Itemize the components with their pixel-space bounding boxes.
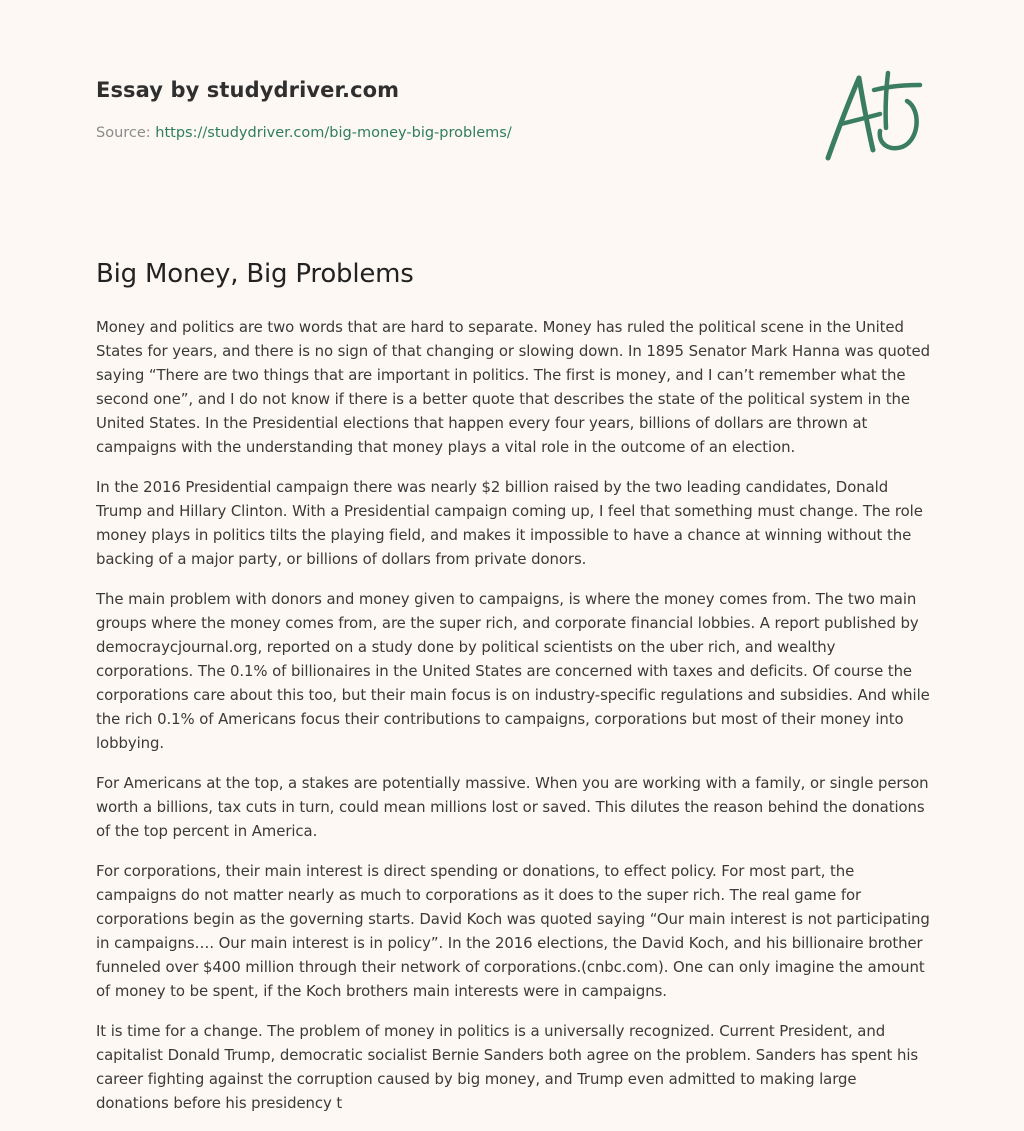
essay-paragraph: For Americans at the top, a stakes are potentially massive. When you are working with a family, or single person worth a billions, tax cuts in turn, could mean millions lost or saved. This dilutes the reason behind the donations of the top percent in America. xyxy=(96,774,929,840)
essay-paragraph: For corporations, their main interest is direct spending or donations, to effect policy. For most part, the campaigns do not matter nearly as much to corporations as it does to the super rich. The real game for corporations begin as the governing starts. David Koch was quoted saying “Our main interest is not participating in campaigns…. Our main interest is in policy”. In the 2016 elections, the David Koch, and his billionaire brother funneled over $400 million through their network of corporations.(cnbc.com). One can only imagine the amount of money to be spent, if the Koch brothers main interests were in campaigns. xyxy=(96,862,930,1000)
page-header xyxy=(96,76,796,143)
essay-paragraph: In the 2016 Presidential campaign there was nearly $2 billion raised by the two leading candidates, Donald Trump and Hillary Clinton. With a Presidential campaign coming up, I feel that something must change. The role money plays in politics tilts the playing field, and makes it impossible to have a chance at winning without the backing of a major party, or billions of dollars from private donors. xyxy=(96,478,923,568)
site-title: Essay by studydriver.com xyxy=(96,78,400,102)
source-link[interactable]: https://studydriver.com/big-money-big-problems/ xyxy=(155,125,512,141)
source-label: Source: xyxy=(96,125,151,141)
essay-paragraph: The main problem with donors and money given to campaigns, is where the money comes from. The two main groups where the money comes from, are the super rich, and corporate financial lobbies. A report published by democraycjournal.org, reported on a study done by political scientists on the uber rich, and wealthy corporations. The 0.1% of billionaires in the United States are concerned with taxes and deficits. Of course the corporations care about this too, but their main focus is on industry-specific regulations and subsidies. And while the rich 0.1% of Americans focus their contributions to campaigns, corporations but most of their money into lobbying. xyxy=(96,590,930,752)
essay-paragraph: It is time for a change. The problem of money in politics is a universally recognized. Current President, and capitalist Donald Trump, democratic socialist Bernie Sanders both agree on the problem. Sanders has spent his career fighting against the corruption caused by big money, and Trump even admitted to making large donations before his presidency t xyxy=(96,1022,919,1112)
essay-paragraph: Money and politics are two words that are hard to separate. Money has ruled the political scene in the United States for years, and there is no sign of that changing or slowing down. In 1895 Senator Mark Hanna was quoted saying “There are two things that are important in politics. The first is money, and I can’t remember what the second one”, and I do not know if there is a better quote that describes the state of the political system in the United States. In the Presidential elections that happen every four years, billions of dollars are thrown at campaigns with the understanding that money plays a vital role in the outcome of an election. xyxy=(96,318,930,456)
essay-title: Big Money, Big Problems xyxy=(96,259,414,289)
source-line xyxy=(96,123,796,143)
essay-body xyxy=(96,315,930,1131)
a-plus-logo-icon xyxy=(822,68,928,164)
